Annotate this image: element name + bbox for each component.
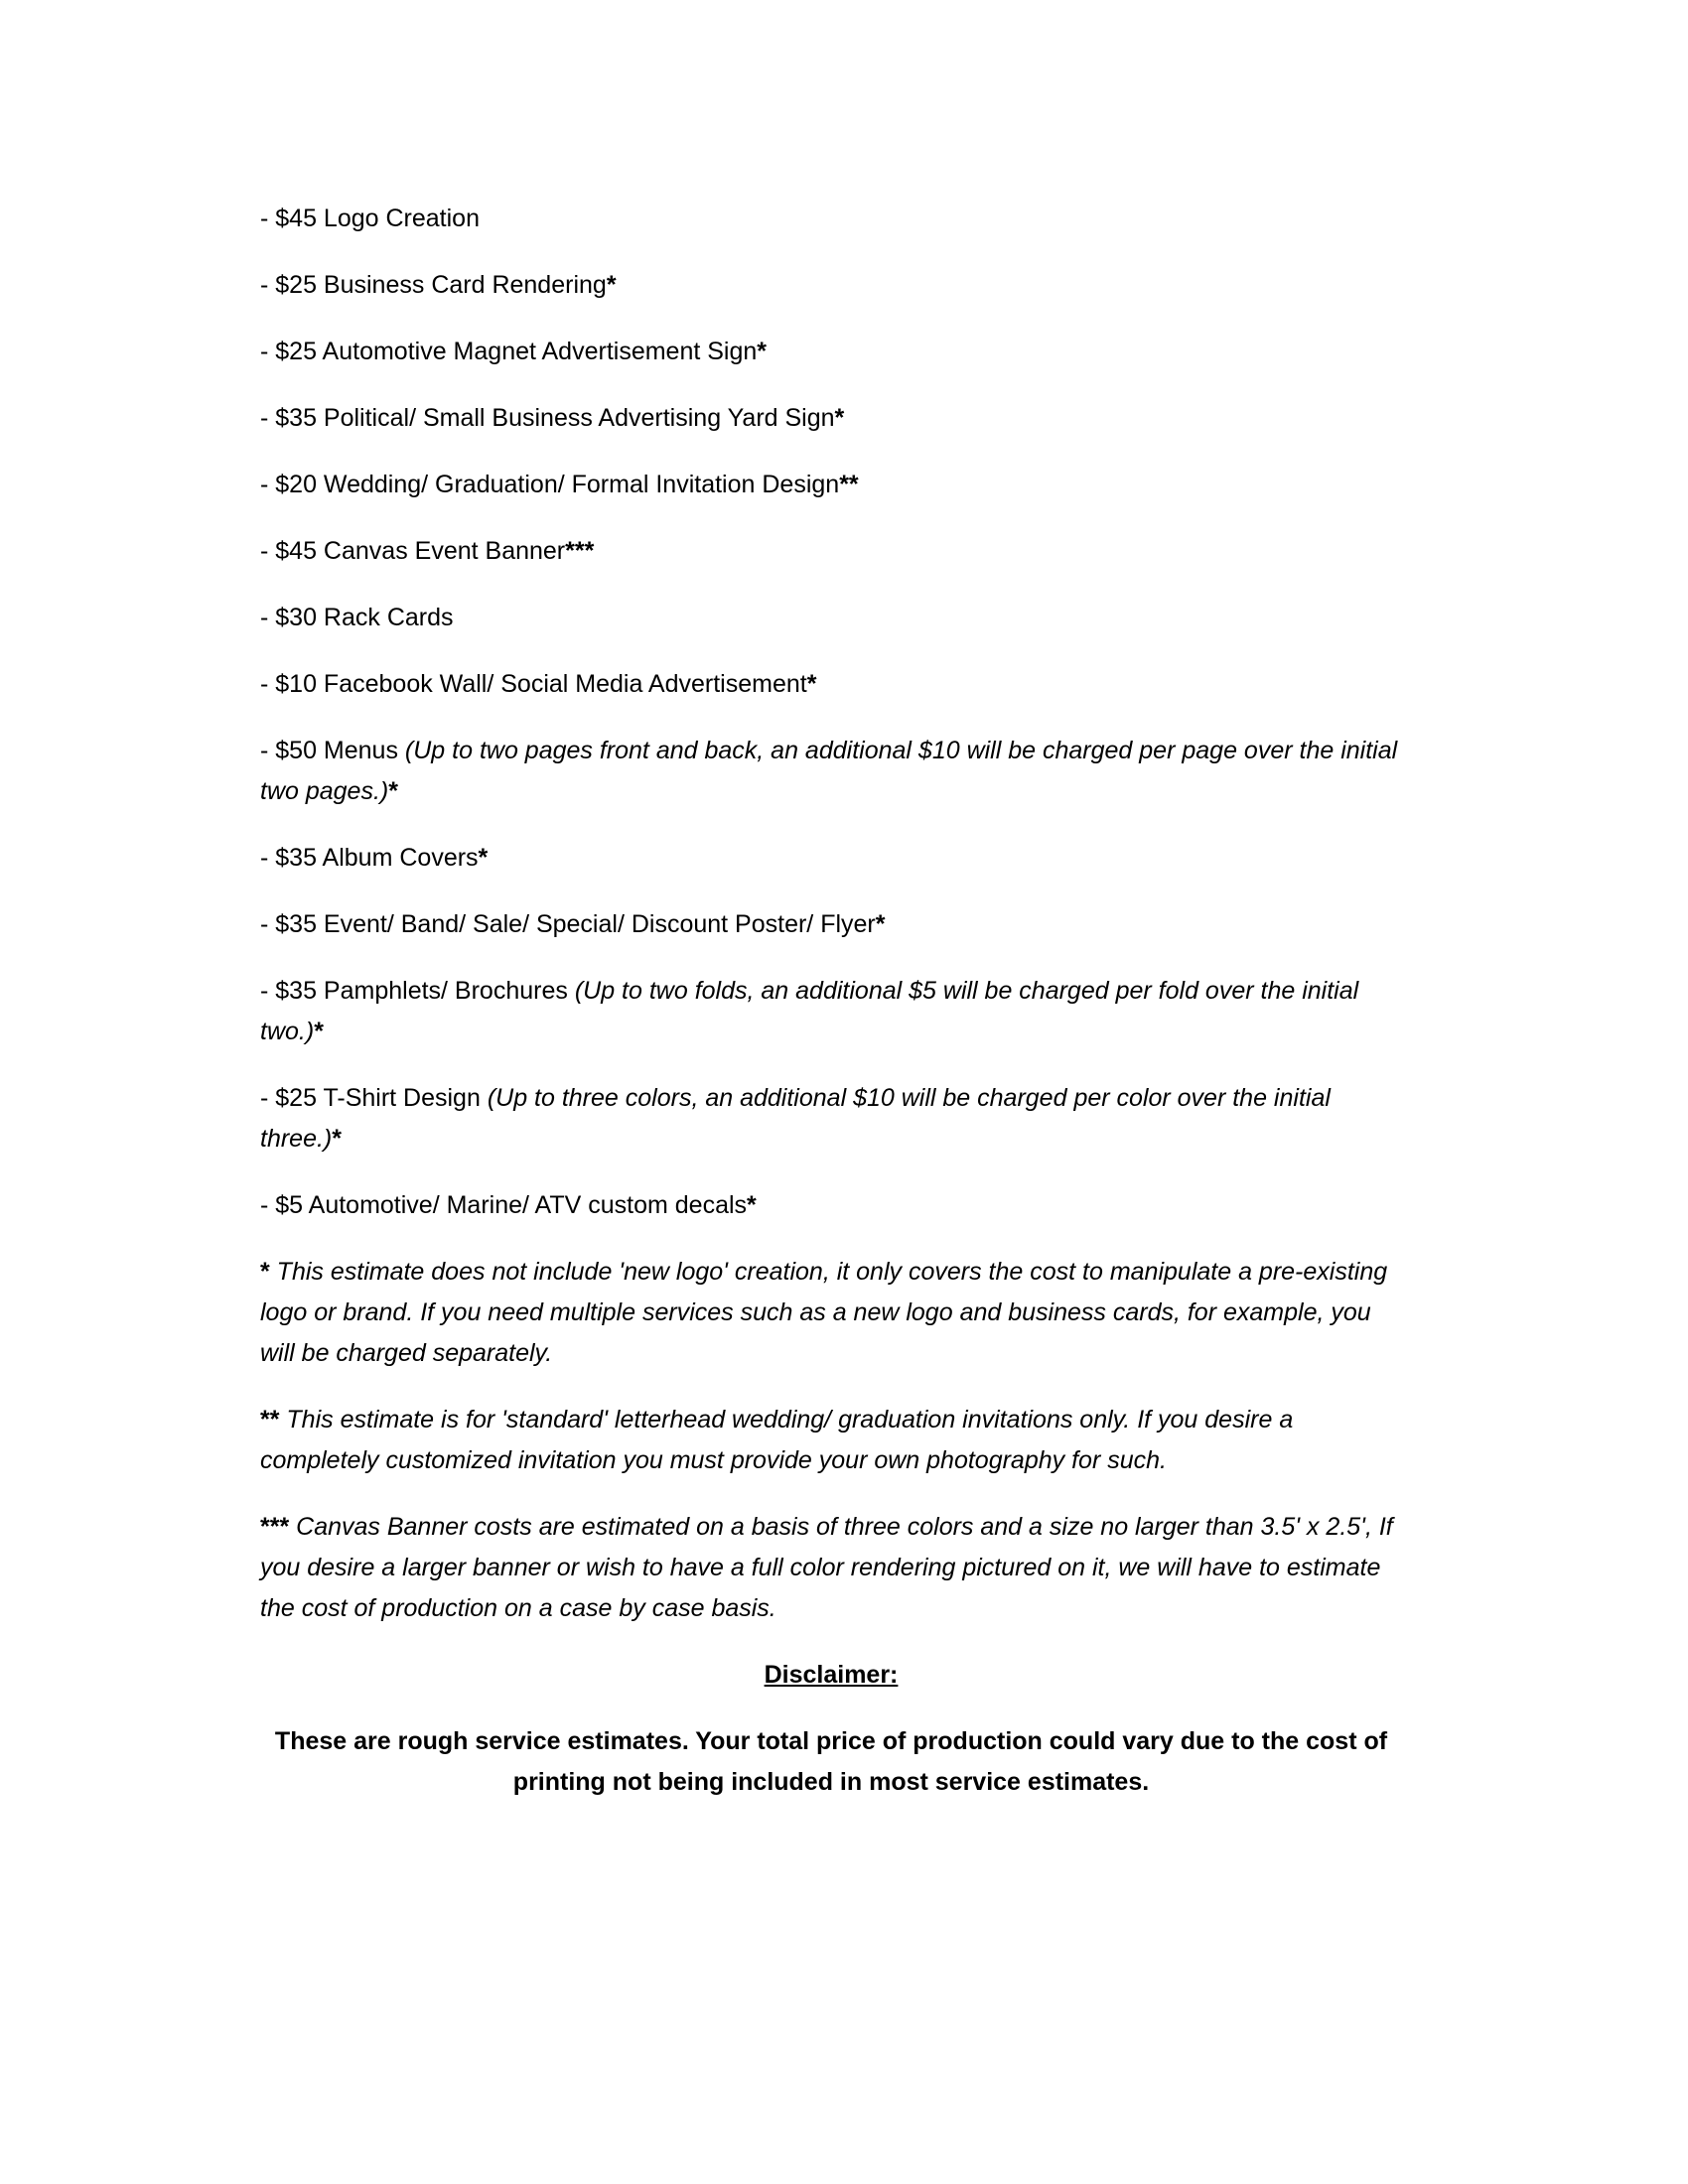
service-item: - $35 Pamphlets/ Brochures (Up to two folds, an additional $5 will be charged per fold over the initial two.)*: [260, 977, 1359, 1045]
service-item: - $25 Automotive Magnet Advertisement Sign*: [260, 338, 768, 365]
disclaimer-text: These are rough service estimates. Your total price of production could vary due to the cost of printing not being included in most service estimates.: [274, 1727, 1388, 1796]
service-item: - $35 Album Covers*: [260, 844, 489, 872]
service-item: - $10 Facebook Wall/ Social Media Advertisement*: [260, 670, 817, 698]
price-list: [260, 199, 1402, 1803]
service-item: - $5 Automotive/ Marine/ ATV custom decals*: [260, 1191, 757, 1219]
service-item: - $25 Business Card Rendering*: [260, 271, 617, 299]
service-item: - $35 Event/ Band/ Sale/ Special/ Discount Poster/ Flyer*: [260, 910, 886, 938]
service-item: - $50 Menus (Up to two pages front and back, an additional $10 will be charged per page over the initial two pages.)*: [260, 737, 1398, 805]
service-item: - $45 Canvas Event Banner***: [260, 537, 595, 565]
service-item: - $35 Political/ Small Business Advertising Yard Sign*: [260, 404, 845, 432]
footnote-double-asterisk: ** This estimate is for 'standard' letterhead wedding/ graduation invitations only. If you desire a completely customized invitation you must provide your own photography for such.: [260, 1406, 1294, 1474]
disclaimer-heading: Disclaimer:: [764, 1661, 899, 1689]
footnote-triple-asterisk: *** Canvas Banner costs are estimated on a basis of three colors and a size no larger than 3.5' x 2.5', If you desire a larger banner or wish to have a full color rendering pictured on it, we will have to estimate the cost of production on a case by case basis.: [260, 1513, 1393, 1622]
service-item: - $25 T-Shirt Design (Up to three colors, an additional $10 will be charged per color over the initial three.)*: [260, 1084, 1331, 1153]
footnote-single-asterisk: * This estimate does not include 'new logo' creation, it only covers the cost to manipulate a pre-existing logo or brand. If you need multiple services such as a new logo and business cards, for example, you will be charged separately.: [260, 1258, 1388, 1367]
service-item: - $20 Wedding/ Graduation/ Formal Invitation Design**: [260, 471, 859, 498]
service-item: - $30 Rack Cards: [260, 604, 454, 631]
service-item: - $45 Logo Creation: [260, 205, 480, 232]
